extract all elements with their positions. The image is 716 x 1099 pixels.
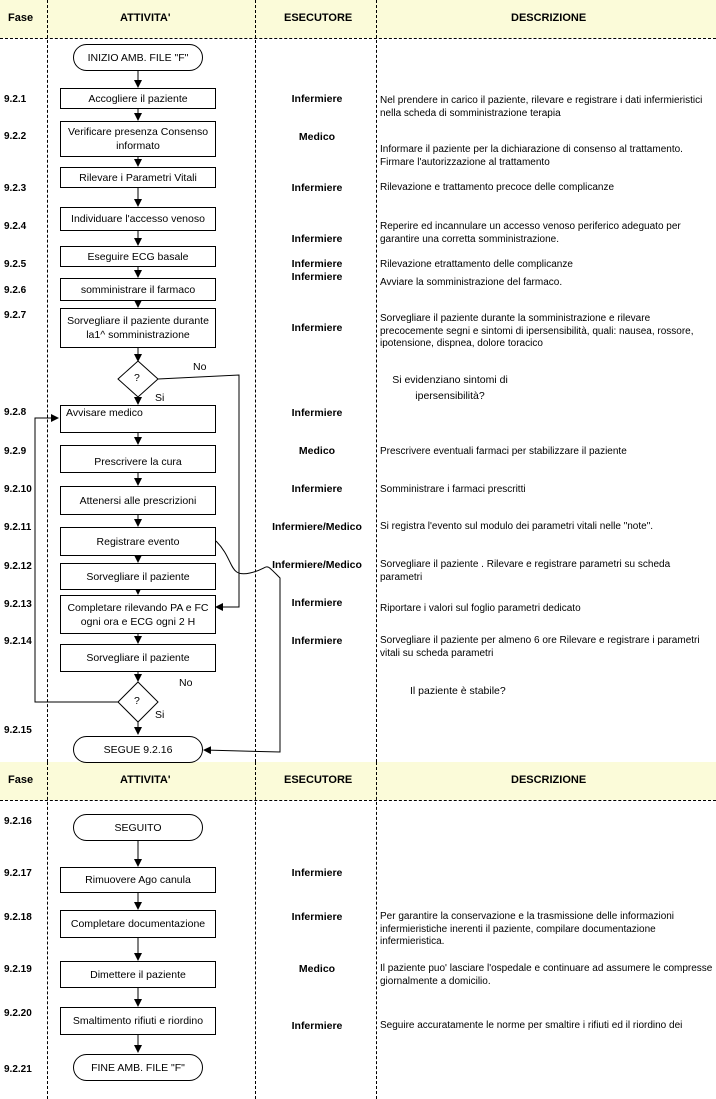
end-terminal: FINE AMB. FILE "F" [73,1054,203,1081]
fase-label: 9.2.9 [4,446,27,457]
header-esecutore-2: ESECUTORE [284,774,353,786]
description-text: Sorvegliare il paziente durante la somministrazione e rilevare precocemente segni e sintomi di ipersensibilità, quali: nausea, rossore, ipotensione, dispnea, dolore toracico [380,313,694,349]
header-attivita-2: ATTIVITA' [120,774,171,786]
activity-box: Eseguire ECG basale [60,246,216,267]
decision-no-label: No [179,677,193,689]
description-text: Si registra l'evento sul modulo dei parametri vitali nelle "note". [380,521,654,532]
fase-label: 9.2.1 [4,94,27,105]
executor-label: Infermiere [291,867,343,879]
executor-label: Infermiere [291,635,343,647]
description-text: Sorvegliare il paziente . Rilevare e registrare parametri su scheda parametri [380,559,671,583]
activity-box: somministrare il farmaco [60,278,216,301]
description-text: Avviare la somministrazione del farmaco. [380,277,563,288]
executor-label: Infermiere [291,182,343,194]
activity-box: Prescrivere la cura [60,445,216,473]
start-terminal: INIZIO AMB. FILE "F" [73,44,203,71]
decision-question: Il paziente è stabile? [410,685,506,697]
fase-label: 9.2.10 [4,484,32,495]
description-text: Per garantire la conservazione e la trasmissione delle informazioni infermieristiche inerenti il paziente, compilare documentazione infermieristica. [380,911,675,947]
fase-label: 9.2.16 [4,816,32,827]
fase-label: 9.2.7 [4,310,27,321]
fase-label: 9.2.3 [4,183,27,194]
fase-label: 9.2.19 [4,964,32,975]
description-text: Rilevazione e trattamento precoce delle complicanze [380,182,615,193]
executor-label: Infermiere [291,597,343,609]
resume-terminal: SEGUITO [73,814,203,841]
activity-box: Sorvegliare il paziente [60,563,216,590]
description-text: Rilevazione etrattamento delle complicanze [380,259,573,270]
decision-no-label: No [193,361,207,373]
activity-box: Avvisare medico [60,405,216,433]
executor-label: Infermiere/Medico [272,559,362,571]
executor-label: Medico [298,963,336,975]
executor-label: Infermiere [291,1020,343,1032]
executor-label: Infermiere [291,271,343,283]
decision-symbol: ? [134,695,140,707]
executor-label: Infermiere [291,407,343,419]
executor-label: Infermiere [291,483,343,495]
description-text: Riportare i valori sul foglio parametri dedicato [380,603,581,614]
fase-label: 9.2.18 [4,912,32,923]
executor-label: Infermiere [291,233,343,245]
fase-label: 9.2.20 [4,1008,32,1019]
description-text: Informare il paziente per la dichiarazione di consenso al trattamento. Firmare l'autorizzazione al trattamento [380,144,683,168]
header-fase-2: Fase [8,774,34,786]
executor-label: Medico [298,131,336,143]
header-attivita: ATTIVITA' [120,12,171,24]
executor-label: Infermiere/Medico [272,521,362,533]
header-esecutore: ESECUTORE [284,12,353,24]
fase-label: 9.2.13 [4,599,32,610]
fase-label: 9.2.4 [4,221,27,232]
continue-terminal: SEGUE 9.2.16 [73,736,203,763]
description-text: Il paziente puo' lasciare l'ospedale e continuare ad assumere le compresse giornalmente a domicilio. [380,963,713,987]
fase-label: 9.2.21 [4,1064,32,1075]
decision-symbol: ? [134,372,140,384]
activity-box: Verificare presenza Consenso informato [60,121,216,157]
decision-yes-label: Si [155,392,165,404]
decision-question: Si evidenziano sintomi di ipersensibilità? [392,374,508,402]
executor-label: Infermiere [291,258,343,270]
executor-label: Medico [298,445,336,457]
fase-label: 9.2.17 [4,868,32,879]
activity-box: Attenersi alle prescrizioni [60,486,216,515]
activity-box: Dimettere il paziente [60,961,216,988]
fase-label: 9.2.14 [4,636,32,647]
description-text: Nel prendere in carico il paziente, rilevare e registrare i dati infermieristici nella scheda di somministrazione terapia [380,95,703,119]
activity-box: Smaltimento rifiuti e riordino [60,1007,216,1035]
executor-label: Infermiere [291,911,343,923]
activity-box: Registrare evento [60,527,216,556]
executor-label: Infermiere [291,322,343,334]
decision-yes-label: Si [155,709,165,721]
fase-label: 9.2.8 [4,407,27,418]
activity-box: Rilevare i Parametri Vitali [60,167,216,188]
fase-label: 9.2.11 [4,522,32,533]
header-fase: Fase [8,12,34,24]
header-descrizione-2: DESCRIZIONE [511,774,587,786]
activity-box: Sorvegliare il paziente [60,644,216,672]
activity-box: Completare documentazione [60,910,216,938]
fase-label: 9.2.12 [4,561,32,572]
fase-label: 9.2.6 [4,285,27,296]
description-text: Sorvegliare il paziente per almeno 6 ore Rilevare e registrare i parametri vitali su scheda parametri [380,635,700,659]
fase-label: 9.2.5 [4,259,27,270]
activity-box: Individuare l'accesso venoso [60,207,216,231]
description-text: Prescrivere eventuali farmaci per stabilizzare il paziente [380,446,627,457]
header-descrizione: DESCRIZIONE [511,12,587,24]
description-text: Seguire accuratamente le norme per smaltire i rifiuti ed il riordino dei [380,1020,683,1031]
activity-box: Rimuovere Ago canula [60,867,216,893]
activity-box: Accogliere il paziente [60,88,216,109]
fase-label: 9.2.15 [4,725,32,736]
executor-label: Infermiere [291,93,343,105]
description-text: Reperire ed incannulare un accesso venoso periferico adeguato per garantire una corretta somministrazione. [380,221,681,245]
fase-label: 9.2.2 [4,131,27,142]
activity-box: Completare rilevando PA e FC ogni ora e ECG ogni 2 H [60,595,216,634]
activity-box: Sorvegliare il paziente durante la1^ somministrazione [60,308,216,348]
description-text: Somministrare i farmaci prescritti [380,484,526,495]
